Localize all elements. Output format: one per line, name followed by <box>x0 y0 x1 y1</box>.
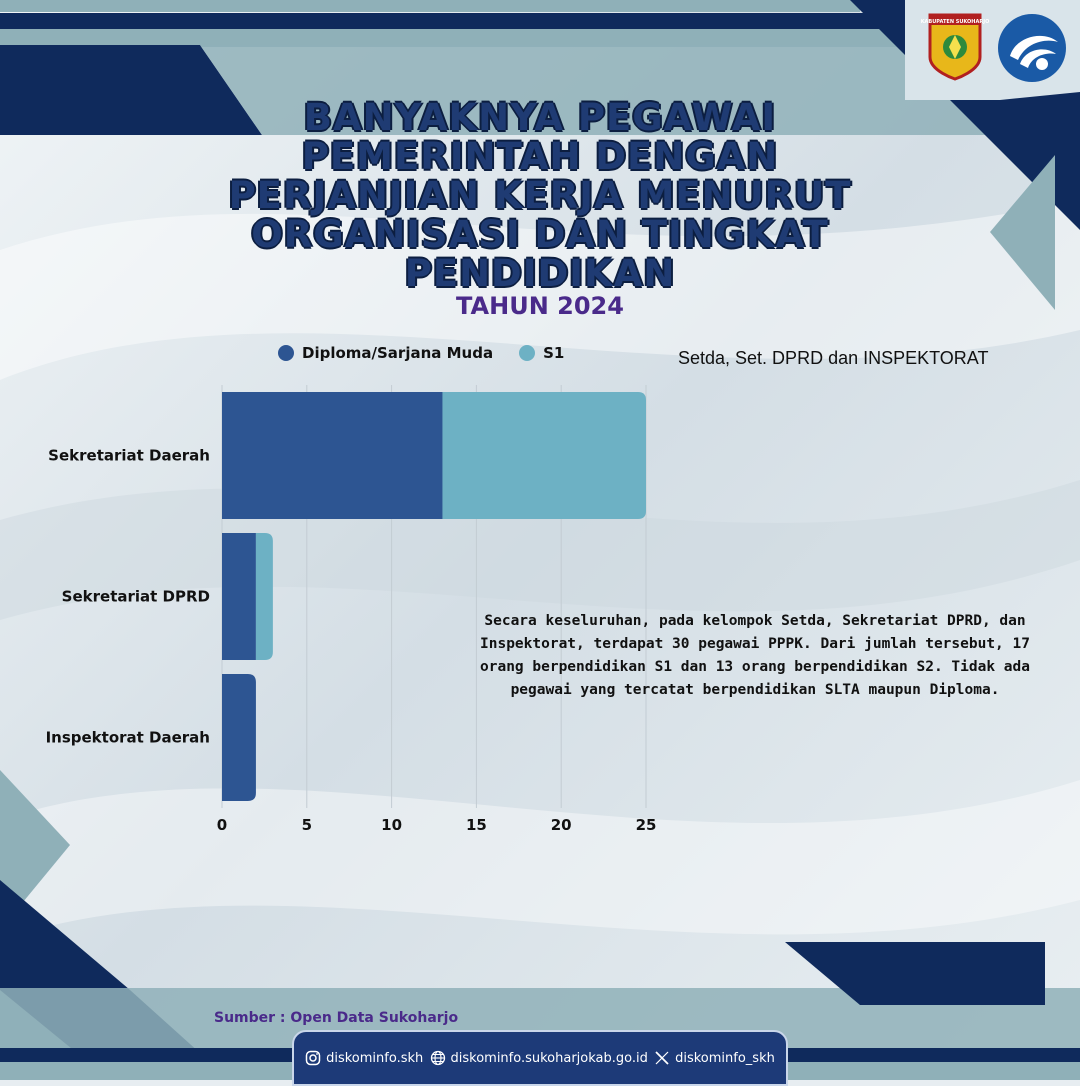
bar-s1-sekretariat-dprd <box>256 533 273 660</box>
globe-icon <box>430 1050 446 1066</box>
source-note: Sumber : Open Data Sukoharjo <box>214 1010 459 1026</box>
x-tick-label-5: 5 <box>301 816 313 834</box>
bar-diploma-inspektorat-daerah <box>222 674 256 801</box>
x-tick-label-25: 25 <box>635 816 657 834</box>
bar-diploma-sekretariat-daerah <box>222 392 442 519</box>
footer-instagram[interactable] <box>305 1050 423 1066</box>
logo-text: KABUPATEN SUKOHARJO <box>920 19 990 25</box>
x-tick-label-15: 15 <box>465 816 487 834</box>
bar-diploma-sekretariat-dprd <box>222 533 256 660</box>
x-tick-label-10: 10 <box>381 816 403 834</box>
footer-x[interactable] <box>654 1050 775 1066</box>
footer-website[interactable] <box>430 1050 648 1066</box>
instagram-icon <box>305 1050 321 1066</box>
legend-label-diploma: Diploma/Sarjana Muda <box>302 344 494 362</box>
chart-title: BANYAKNYA PEGAWAI PEMERINTAH DENGAN PERJANJIAN KERJA MENURUT ORGANISASI DAN TINGKAT PENDIDIKAN <box>228 96 852 295</box>
footer-bar <box>292 1030 788 1086</box>
legend-label-s1: S1 <box>543 344 565 362</box>
website-url: diskominfo.sukoharjokab.go.id <box>450 1050 648 1066</box>
bar-s1-sekretariat-daerah <box>442 392 646 519</box>
category-label-inspektorat-daerah: Inspektorat Daerah <box>45 728 210 747</box>
chart-subtitle: TAHUN 2024 <box>456 292 624 320</box>
x-tick-label-0: 0 <box>216 816 228 834</box>
x-icon <box>654 1050 670 1066</box>
instagram-handle: diskominfo.skh <box>326 1050 424 1066</box>
group-label: Setda, Set. DPRD dan INSPEKTORAT <box>678 348 989 368</box>
category-label-sekretariat-daerah: Sekretariat Daerah <box>48 446 210 465</box>
category-label-sekretariat-dprd: Sekretariat DPRD <box>61 587 210 606</box>
summary-text: Secara keseluruhan, pada kelompok Setda, Sekretariat DPRD, dan Inspektorat, terdapat 30 pegawai PPPK. Dari jumlah tersebut, 17 orang berpendidikan S1 dan 13 orang berpendidikan S2. Tidak ada pegawai yang tercatat berpendidikan SLTA maupun Diploma. <box>480 613 1030 698</box>
x-tick-label-20: 20 <box>550 816 572 834</box>
x-handle: diskominfo_skh <box>675 1050 775 1066</box>
